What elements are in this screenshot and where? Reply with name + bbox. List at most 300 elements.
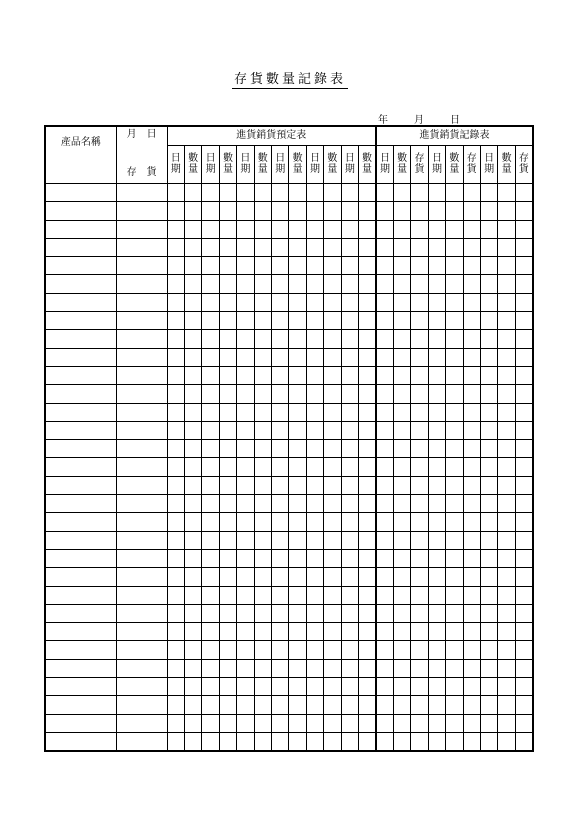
table-cell[interactable]	[184, 238, 201, 256]
table-cell[interactable]	[116, 220, 167, 238]
table-cell[interactable]	[45, 275, 116, 293]
table-cell[interactable]	[359, 440, 376, 458]
table-cell[interactable]	[306, 568, 323, 586]
table-cell[interactable]	[463, 275, 480, 293]
table-cell[interactable]	[446, 531, 463, 549]
table-cell[interactable]	[515, 385, 533, 403]
table-cell[interactable]	[480, 586, 497, 604]
table-cell[interactable]	[428, 696, 445, 714]
table-cell[interactable]	[45, 641, 116, 659]
table-cell[interactable]	[341, 275, 358, 293]
table-cell[interactable]	[376, 330, 393, 348]
table-cell[interactable]	[202, 714, 219, 732]
table-cell[interactable]	[306, 678, 323, 696]
table-cell[interactable]	[359, 586, 376, 604]
table-cell[interactable]	[341, 238, 358, 256]
table-cell[interactable]	[167, 732, 184, 751]
table-cell[interactable]	[167, 238, 184, 256]
table-cell[interactable]	[411, 604, 428, 622]
table-cell[interactable]	[393, 641, 410, 659]
table-cell[interactable]	[376, 678, 393, 696]
table-cell[interactable]	[272, 348, 289, 366]
table-cell[interactable]	[219, 531, 236, 549]
table-cell[interactable]	[324, 184, 341, 202]
table-cell[interactable]	[480, 696, 497, 714]
table-cell[interactable]	[480, 513, 497, 531]
table-cell[interactable]	[306, 220, 323, 238]
table-cell[interactable]	[393, 184, 410, 202]
table-cell[interactable]	[184, 732, 201, 751]
table-cell[interactable]	[463, 421, 480, 439]
table-cell[interactable]	[393, 440, 410, 458]
table-cell[interactable]	[393, 476, 410, 494]
table-cell[interactable]	[428, 220, 445, 238]
table-cell[interactable]	[202, 604, 219, 622]
table-cell[interactable]	[289, 476, 306, 494]
table-cell[interactable]	[184, 586, 201, 604]
table-cell[interactable]	[411, 495, 428, 513]
table-cell[interactable]	[237, 330, 254, 348]
table-cell[interactable]	[515, 275, 533, 293]
table-cell[interactable]	[237, 440, 254, 458]
table-cell[interactable]	[446, 220, 463, 238]
table-cell[interactable]	[254, 678, 271, 696]
table-cell[interactable]	[480, 623, 497, 641]
table-cell[interactable]	[116, 714, 167, 732]
table-cell[interactable]	[341, 623, 358, 641]
table-cell[interactable]	[167, 440, 184, 458]
table-cell[interactable]	[376, 440, 393, 458]
table-cell[interactable]	[428, 495, 445, 513]
table-cell[interactable]	[393, 513, 410, 531]
table-cell[interactable]	[463, 659, 480, 677]
table-cell[interactable]	[376, 403, 393, 421]
table-cell[interactable]	[411, 696, 428, 714]
table-cell[interactable]	[480, 366, 497, 384]
table-cell[interactable]	[45, 312, 116, 330]
table-cell[interactable]	[45, 184, 116, 202]
table-cell[interactable]	[515, 257, 533, 275]
table-cell[interactable]	[306, 495, 323, 513]
table-cell[interactable]	[446, 568, 463, 586]
table-cell[interactable]	[446, 385, 463, 403]
table-cell[interactable]	[446, 458, 463, 476]
table-cell[interactable]	[116, 366, 167, 384]
table-cell[interactable]	[446, 623, 463, 641]
table-cell[interactable]	[376, 623, 393, 641]
table-cell[interactable]	[480, 403, 497, 421]
table-cell[interactable]	[463, 714, 480, 732]
table-cell[interactable]	[498, 476, 515, 494]
table-cell[interactable]	[289, 366, 306, 384]
table-cell[interactable]	[341, 549, 358, 567]
table-cell[interactable]	[393, 531, 410, 549]
table-cell[interactable]	[306, 366, 323, 384]
table-cell[interactable]	[463, 678, 480, 696]
table-cell[interactable]	[341, 495, 358, 513]
table-cell[interactable]	[202, 531, 219, 549]
table-cell[interactable]	[498, 421, 515, 439]
table-cell[interactable]	[289, 604, 306, 622]
table-cell[interactable]	[167, 348, 184, 366]
table-cell[interactable]	[480, 604, 497, 622]
table-cell[interactable]	[167, 513, 184, 531]
table-cell[interactable]	[411, 714, 428, 732]
table-cell[interactable]	[184, 184, 201, 202]
table-cell[interactable]	[254, 495, 271, 513]
table-cell[interactable]	[254, 732, 271, 751]
table-cell[interactable]	[498, 586, 515, 604]
table-cell[interactable]	[359, 220, 376, 238]
table-cell[interactable]	[116, 732, 167, 751]
table-cell[interactable]	[219, 549, 236, 567]
table-cell[interactable]	[167, 202, 184, 220]
table-cell[interactable]	[515, 732, 533, 751]
table-cell[interactable]	[393, 458, 410, 476]
table-cell[interactable]	[45, 513, 116, 531]
table-cell[interactable]	[167, 275, 184, 293]
table-cell[interactable]	[254, 586, 271, 604]
table-cell[interactable]	[116, 623, 167, 641]
table-cell[interactable]	[341, 568, 358, 586]
table-cell[interactable]	[359, 513, 376, 531]
table-cell[interactable]	[376, 659, 393, 677]
table-cell[interactable]	[289, 586, 306, 604]
table-cell[interactable]	[498, 330, 515, 348]
table-cell[interactable]	[254, 440, 271, 458]
table-cell[interactable]	[289, 293, 306, 311]
table-cell[interactable]	[289, 458, 306, 476]
table-cell[interactable]	[254, 403, 271, 421]
table-cell[interactable]	[306, 440, 323, 458]
table-cell[interactable]	[446, 696, 463, 714]
table-cell[interactable]	[341, 678, 358, 696]
table-cell[interactable]	[359, 403, 376, 421]
table-cell[interactable]	[393, 696, 410, 714]
table-cell[interactable]	[237, 586, 254, 604]
table-cell[interactable]	[219, 440, 236, 458]
table-cell[interactable]	[219, 348, 236, 366]
table-cell[interactable]	[376, 513, 393, 531]
table-cell[interactable]	[202, 568, 219, 586]
table-cell[interactable]	[359, 238, 376, 256]
table-cell[interactable]	[237, 604, 254, 622]
table-cell[interactable]	[306, 184, 323, 202]
table-cell[interactable]	[515, 366, 533, 384]
table-cell[interactable]	[359, 366, 376, 384]
table-cell[interactable]	[359, 458, 376, 476]
table-cell[interactable]	[237, 275, 254, 293]
table-cell[interactable]	[498, 714, 515, 732]
table-cell[interactable]	[202, 549, 219, 567]
table-cell[interactable]	[393, 220, 410, 238]
table-cell[interactable]	[428, 348, 445, 366]
table-cell[interactable]	[116, 586, 167, 604]
table-cell[interactable]	[202, 458, 219, 476]
table-cell[interactable]	[184, 696, 201, 714]
table-cell[interactable]	[184, 714, 201, 732]
table-cell[interactable]	[219, 714, 236, 732]
table-cell[interactable]	[202, 476, 219, 494]
table-cell[interactable]	[324, 604, 341, 622]
table-cell[interactable]	[324, 531, 341, 549]
table-cell[interactable]	[45, 476, 116, 494]
table-cell[interactable]	[219, 513, 236, 531]
table-cell[interactable]	[45, 385, 116, 403]
table-cell[interactable]	[428, 531, 445, 549]
table-cell[interactable]	[324, 220, 341, 238]
table-cell[interactable]	[324, 623, 341, 641]
table-cell[interactable]	[341, 476, 358, 494]
table-cell[interactable]	[45, 220, 116, 238]
table-cell[interactable]	[498, 659, 515, 677]
table-cell[interactable]	[515, 531, 533, 549]
table-cell[interactable]	[411, 678, 428, 696]
table-cell[interactable]	[116, 549, 167, 567]
table-cell[interactable]	[324, 476, 341, 494]
table-cell[interactable]	[306, 476, 323, 494]
table-cell[interactable]	[167, 184, 184, 202]
table-cell[interactable]	[324, 549, 341, 567]
table-cell[interactable]	[306, 641, 323, 659]
table-cell[interactable]	[324, 495, 341, 513]
table-cell[interactable]	[116, 348, 167, 366]
table-cell[interactable]	[359, 385, 376, 403]
table-cell[interactable]	[324, 568, 341, 586]
table-cell[interactable]	[411, 238, 428, 256]
table-cell[interactable]	[463, 238, 480, 256]
table-cell[interactable]	[341, 257, 358, 275]
table-cell[interactable]	[324, 732, 341, 751]
table-cell[interactable]	[272, 220, 289, 238]
table-cell[interactable]	[219, 586, 236, 604]
table-cell[interactable]	[411, 623, 428, 641]
table-cell[interactable]	[393, 238, 410, 256]
table-cell[interactable]	[393, 659, 410, 677]
table-cell[interactable]	[254, 312, 271, 330]
table-cell[interactable]	[184, 659, 201, 677]
table-cell[interactable]	[359, 623, 376, 641]
table-cell[interactable]	[376, 348, 393, 366]
table-cell[interactable]	[411, 275, 428, 293]
table-cell[interactable]	[237, 403, 254, 421]
table-cell[interactable]	[341, 586, 358, 604]
table-cell[interactable]	[393, 549, 410, 567]
table-cell[interactable]	[116, 659, 167, 677]
table-cell[interactable]	[515, 495, 533, 513]
table-cell[interactable]	[359, 641, 376, 659]
table-cell[interactable]	[428, 586, 445, 604]
table-cell[interactable]	[359, 275, 376, 293]
table-cell[interactable]	[428, 714, 445, 732]
table-cell[interactable]	[428, 312, 445, 330]
table-cell[interactable]	[237, 568, 254, 586]
table-cell[interactable]	[428, 366, 445, 384]
table-cell[interactable]	[116, 531, 167, 549]
table-cell[interactable]	[446, 421, 463, 439]
table-cell[interactable]	[306, 403, 323, 421]
table-cell[interactable]	[306, 275, 323, 293]
table-cell[interactable]	[237, 476, 254, 494]
table-cell[interactable]	[376, 257, 393, 275]
table-cell[interactable]	[341, 220, 358, 238]
table-cell[interactable]	[116, 641, 167, 659]
table-cell[interactable]	[167, 330, 184, 348]
table-cell[interactable]	[184, 458, 201, 476]
table-cell[interactable]	[184, 275, 201, 293]
table-cell[interactable]	[376, 385, 393, 403]
table-cell[interactable]	[498, 403, 515, 421]
table-cell[interactable]	[272, 568, 289, 586]
table-cell[interactable]	[341, 330, 358, 348]
table-cell[interactable]	[254, 549, 271, 567]
table-cell[interactable]	[202, 238, 219, 256]
table-cell[interactable]	[272, 312, 289, 330]
table-cell[interactable]	[428, 513, 445, 531]
table-cell[interactable]	[446, 678, 463, 696]
table-cell[interactable]	[184, 440, 201, 458]
table-cell[interactable]	[289, 568, 306, 586]
table-cell[interactable]	[254, 257, 271, 275]
table-cell[interactable]	[376, 714, 393, 732]
table-cell[interactable]	[324, 586, 341, 604]
table-cell[interactable]	[184, 641, 201, 659]
table-cell[interactable]	[428, 293, 445, 311]
table-cell[interactable]	[463, 293, 480, 311]
table-cell[interactable]	[480, 476, 497, 494]
table-cell[interactable]	[341, 440, 358, 458]
table-cell[interactable]	[498, 531, 515, 549]
table-cell[interactable]	[167, 641, 184, 659]
table-cell[interactable]	[167, 495, 184, 513]
table-cell[interactable]	[428, 421, 445, 439]
table-cell[interactable]	[202, 421, 219, 439]
table-cell[interactable]	[463, 312, 480, 330]
table-cell[interactable]	[324, 513, 341, 531]
table-cell[interactable]	[184, 421, 201, 439]
table-cell[interactable]	[376, 202, 393, 220]
table-cell[interactable]	[359, 202, 376, 220]
table-cell[interactable]	[45, 549, 116, 567]
table-cell[interactable]	[202, 220, 219, 238]
table-cell[interactable]	[446, 476, 463, 494]
table-cell[interactable]	[463, 513, 480, 531]
table-cell[interactable]	[498, 220, 515, 238]
table-cell[interactable]	[411, 531, 428, 549]
table-cell[interactable]	[45, 586, 116, 604]
table-cell[interactable]	[428, 604, 445, 622]
table-cell[interactable]	[45, 366, 116, 384]
table-cell[interactable]	[463, 202, 480, 220]
table-cell[interactable]	[428, 623, 445, 641]
table-cell[interactable]	[498, 513, 515, 531]
table-cell[interactable]	[116, 202, 167, 220]
table-cell[interactable]	[376, 495, 393, 513]
table-cell[interactable]	[202, 440, 219, 458]
table-cell[interactable]	[116, 495, 167, 513]
table-cell[interactable]	[359, 732, 376, 751]
table-cell[interactable]	[254, 366, 271, 384]
table-cell[interactable]	[254, 513, 271, 531]
table-cell[interactable]	[219, 220, 236, 238]
table-cell[interactable]	[254, 604, 271, 622]
table-cell[interactable]	[341, 385, 358, 403]
table-cell[interactable]	[116, 476, 167, 494]
table-cell[interactable]	[219, 421, 236, 439]
table-cell[interactable]	[45, 440, 116, 458]
table-cell[interactable]	[463, 220, 480, 238]
table-cell[interactable]	[411, 659, 428, 677]
table-cell[interactable]	[289, 348, 306, 366]
table-cell[interactable]	[202, 184, 219, 202]
table-cell[interactable]	[463, 586, 480, 604]
table-cell[interactable]	[289, 421, 306, 439]
table-cell[interactable]	[289, 641, 306, 659]
table-cell[interactable]	[272, 641, 289, 659]
table-cell[interactable]	[463, 440, 480, 458]
table-cell[interactable]	[45, 348, 116, 366]
table-cell[interactable]	[428, 476, 445, 494]
table-cell[interactable]	[116, 696, 167, 714]
table-cell[interactable]	[219, 275, 236, 293]
table-cell[interactable]	[167, 659, 184, 677]
table-cell[interactable]	[219, 641, 236, 659]
table-cell[interactable]	[376, 641, 393, 659]
table-cell[interactable]	[254, 476, 271, 494]
table-cell[interactable]	[45, 604, 116, 622]
table-cell[interactable]	[254, 714, 271, 732]
table-cell[interactable]	[45, 623, 116, 641]
table-cell[interactable]	[428, 549, 445, 567]
table-cell[interactable]	[446, 312, 463, 330]
table-cell[interactable]	[167, 312, 184, 330]
table-cell[interactable]	[341, 293, 358, 311]
table-cell[interactable]	[359, 421, 376, 439]
table-cell[interactable]	[167, 678, 184, 696]
table-cell[interactable]	[324, 257, 341, 275]
table-cell[interactable]	[272, 586, 289, 604]
table-cell[interactable]	[341, 421, 358, 439]
table-cell[interactable]	[254, 531, 271, 549]
table-cell[interactable]	[376, 421, 393, 439]
table-cell[interactable]	[411, 348, 428, 366]
table-cell[interactable]	[237, 732, 254, 751]
table-cell[interactable]	[341, 202, 358, 220]
table-cell[interactable]	[184, 293, 201, 311]
table-cell[interactable]	[219, 385, 236, 403]
table-cell[interactable]	[376, 275, 393, 293]
table-cell[interactable]	[272, 696, 289, 714]
table-cell[interactable]	[446, 403, 463, 421]
table-cell[interactable]	[289, 732, 306, 751]
table-cell[interactable]	[515, 513, 533, 531]
table-cell[interactable]	[289, 257, 306, 275]
table-cell[interactable]	[116, 604, 167, 622]
table-cell[interactable]	[116, 440, 167, 458]
table-cell[interactable]	[428, 403, 445, 421]
table-cell[interactable]	[237, 458, 254, 476]
table-cell[interactable]	[202, 513, 219, 531]
table-cell[interactable]	[376, 184, 393, 202]
table-cell[interactable]	[219, 202, 236, 220]
table-cell[interactable]	[428, 568, 445, 586]
table-cell[interactable]	[184, 678, 201, 696]
table-cell[interactable]	[480, 330, 497, 348]
table-cell[interactable]	[324, 312, 341, 330]
table-cell[interactable]	[411, 202, 428, 220]
table-cell[interactable]	[116, 678, 167, 696]
table-cell[interactable]	[463, 458, 480, 476]
